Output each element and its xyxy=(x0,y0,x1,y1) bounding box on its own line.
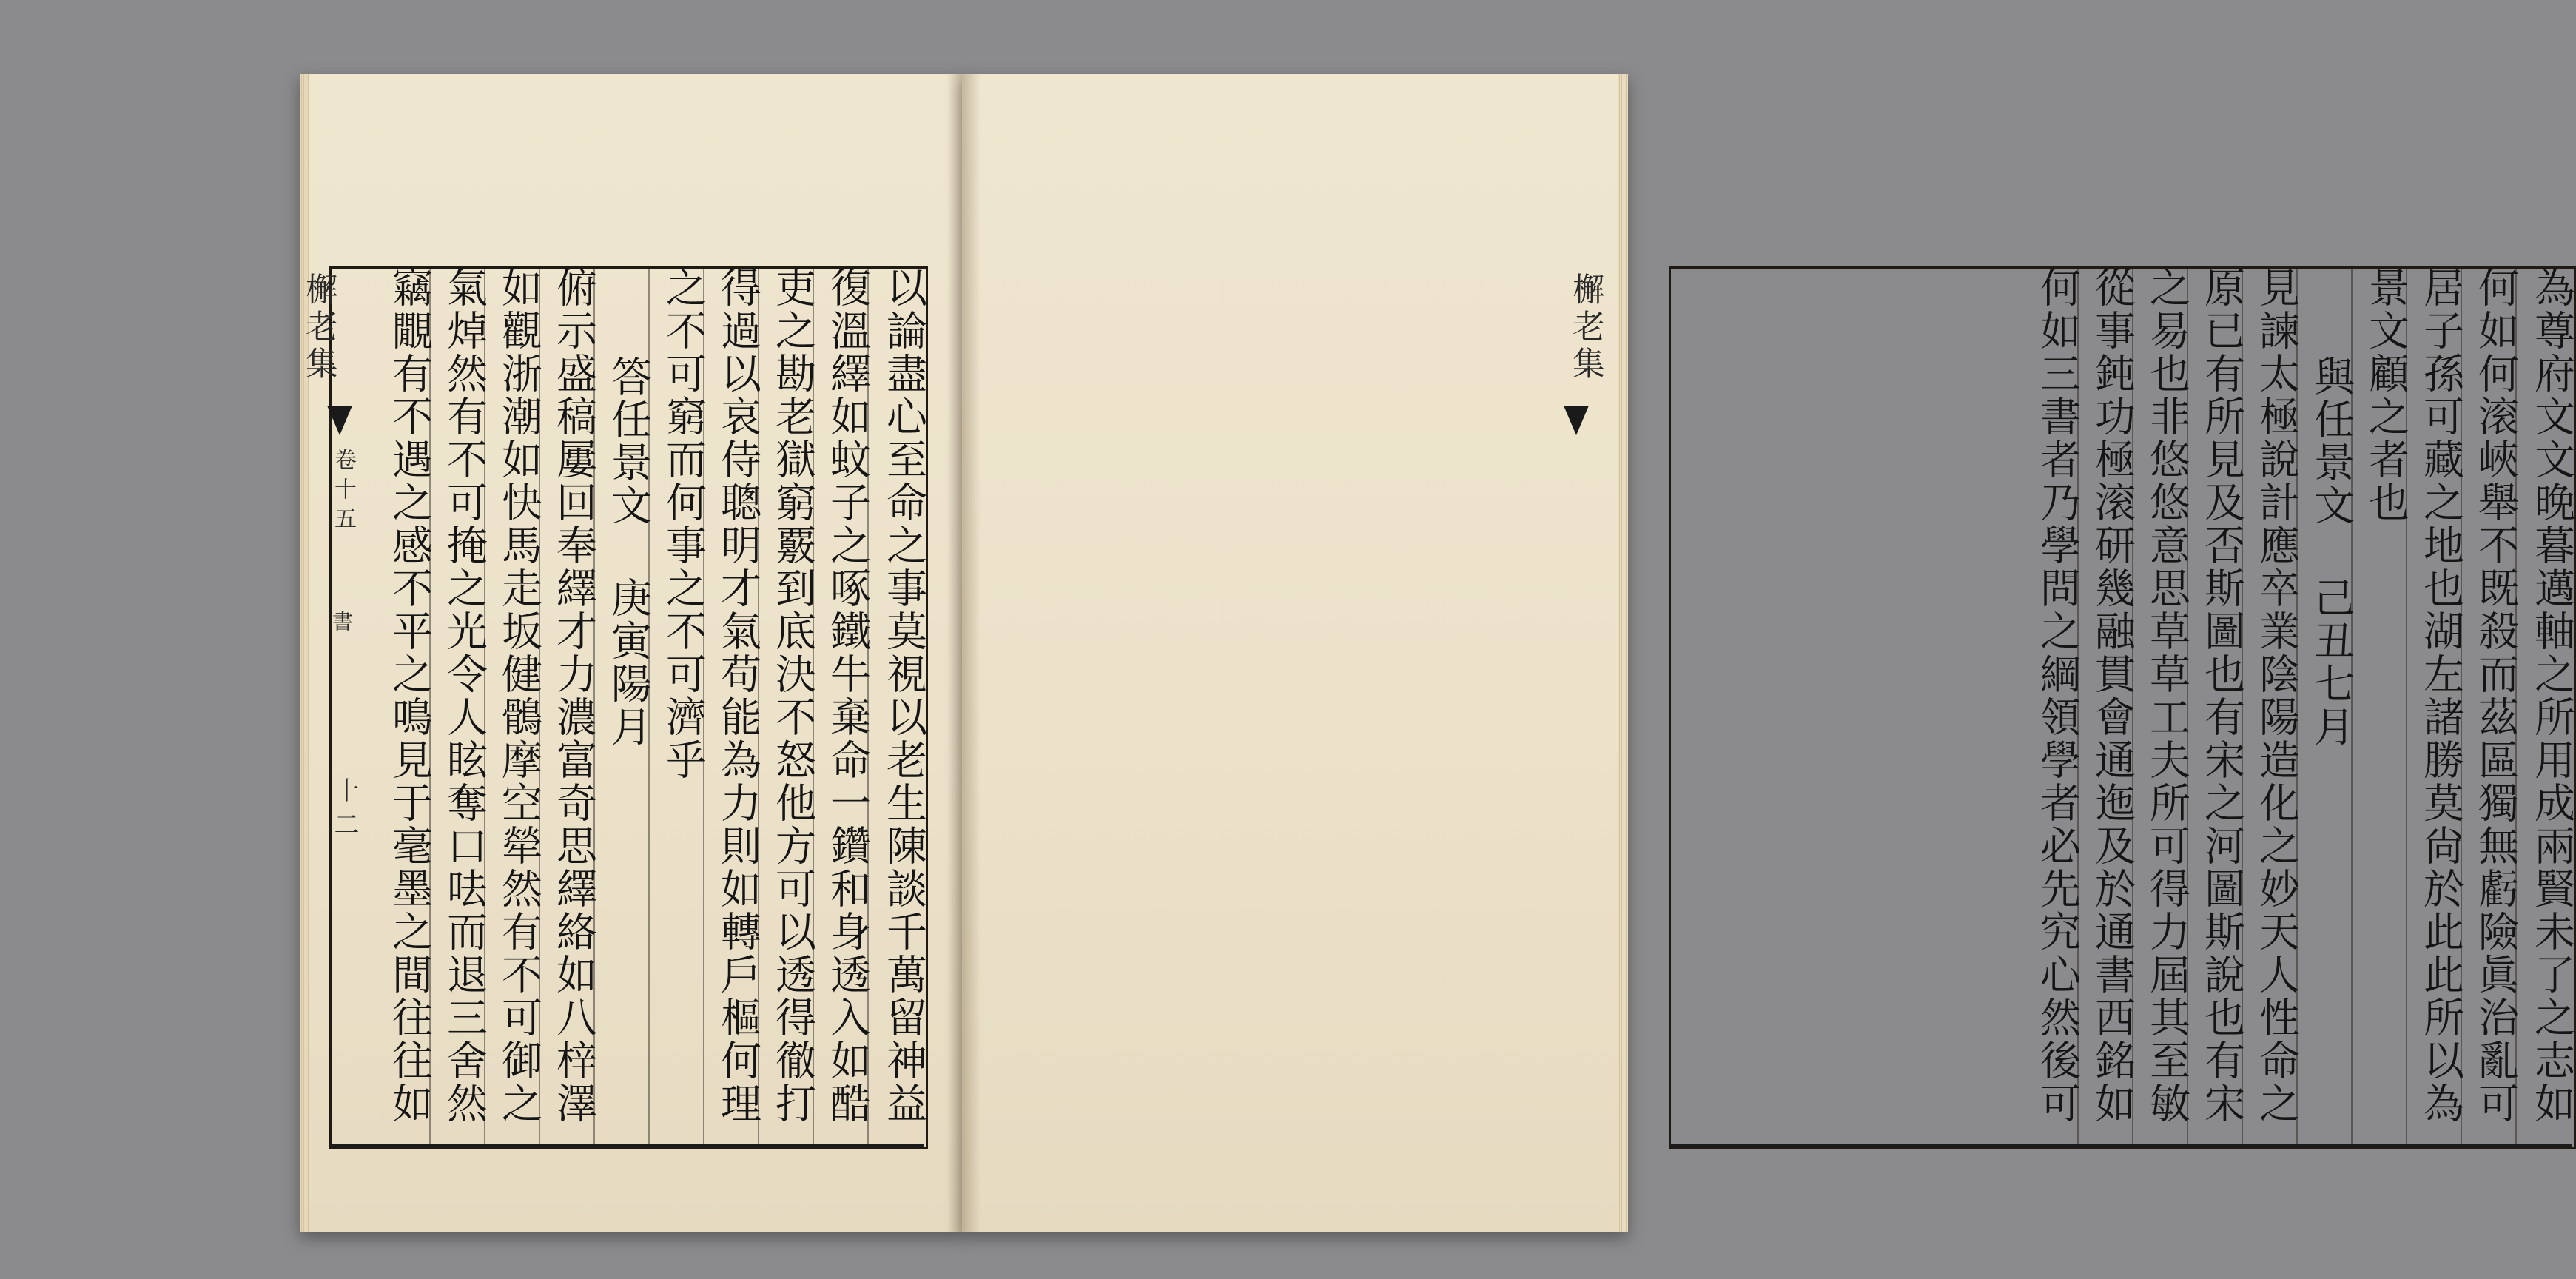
right-column-6: 見諫太極說計應卒業陰陽造化之妙天人性命之 xyxy=(2243,266,2298,1144)
right-column-8: 之易也非悠悠意思草草工夫所可得力屆其至敏 xyxy=(2133,266,2188,1144)
left-column-7: 俯示盛稿屢回奉繹才力濃富奇思繹絡如八梓澤 xyxy=(540,266,595,1144)
right-page-edge xyxy=(1618,74,1628,1232)
left-page-edge xyxy=(300,74,309,1232)
left-column-5: 之不可窮而何事之不可濟乎 xyxy=(650,266,704,1144)
right-column-4: 景文顧之者也 xyxy=(2353,266,2407,1144)
right-margin-title: 檞老集 xyxy=(1567,272,1604,383)
open-book xyxy=(300,74,2575,1232)
letter-heading-right: 與任景文 己丑七月 xyxy=(2307,355,2355,748)
right-column-10: 何如三書者乃學問之綱領學者必先究心然後可 xyxy=(2024,266,2079,1144)
left-volume-label: 卷十五 xyxy=(330,448,356,537)
left-bottom-rule xyxy=(329,1144,924,1147)
right-column-2: 何如何滚峽舉不既殺而茲區獨無虧險眞治亂可 xyxy=(2462,266,2517,1144)
right-text-columns xyxy=(1669,266,2575,1144)
left-page-number: 十二 xyxy=(329,777,359,845)
left-column-8: 如觀浙潮如快馬走坂健鶻摩空犖然有不可御之 xyxy=(485,266,540,1144)
right-bottom-rule xyxy=(1669,1144,2572,1147)
left-column-9: 氣焯然有不可掩之光令人眩奪口呿而退三舍然 xyxy=(431,266,485,1144)
right-column-7: 原已有所見及否斯圖也有宋之河圖斯說也有宋 xyxy=(2188,266,2243,1144)
left-column-1: 以論盡心至命之事莫視以老生陳談千萬留神益 xyxy=(880,266,927,1125)
right-column-1: 為尊府文文晚暮邁軸之所用成兩賢未了之志如 xyxy=(2528,266,2575,1125)
left-margin-title: 檞老集 xyxy=(300,272,337,383)
right-column-5-heading xyxy=(2298,266,2353,1144)
letter-heading-left: 答任景文 庚寅陽月 xyxy=(605,355,652,748)
right-column-3: 居子孫可藏之地也湖左諸勝莫尙於此此所以為 xyxy=(2407,266,2462,1144)
left-column-4: 得過以哀侍聰明才氣苟能為力則如轉戶樞何理 xyxy=(704,266,759,1144)
left-column-10: 竊覵有不遇之感不平之鳴見于毫墨之間往往如 xyxy=(376,266,431,1144)
left-column-3: 吏之勘老獄窮覈到底決不怒他方可以透得徹打 xyxy=(759,266,814,1144)
right-column-9: 從事鈍功極滚研幾融貫會通迤及於通書西銘如 xyxy=(2079,266,2133,1144)
left-column-6-heading xyxy=(595,266,650,1144)
left-page xyxy=(300,74,962,1232)
left-section-label: 書 xyxy=(329,611,354,639)
right-page xyxy=(962,74,2575,1232)
left-text-columns xyxy=(329,266,927,1144)
left-column-2: 復溫繹如蚊子之啄鐵牛棄命一鑽和身透入如酷 xyxy=(814,266,869,1144)
